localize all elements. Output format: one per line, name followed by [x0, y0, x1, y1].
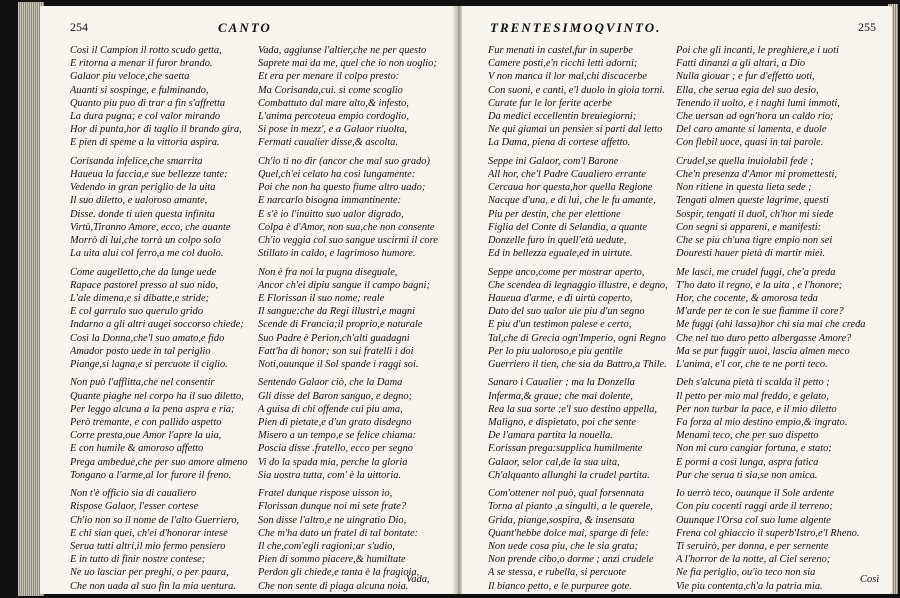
- verse-line: Non ritiene in questa lieta sede ;: [676, 182, 812, 194]
- stanza: [676, 44, 868, 150]
- verse-line: Curate fur le lor ferite acerbe: [488, 97, 612, 109]
- verse-line: Sospir, tengati il duol, ch'hor mi siede: [676, 208, 834, 220]
- verse-line: Che nel tuo duro petto albergasse Amore?: [676, 332, 852, 344]
- verse-line: Sentendo Galaor ciò, che la Dama: [258, 377, 403, 389]
- verse-line: Inferma,& graue; che mai dolente,: [488, 390, 633, 402]
- verse-line: T'ho dato il regno, e la uita , e l'honore;: [676, 279, 843, 291]
- verse-line: Menami teco, che per suo dispetto: [676, 430, 819, 442]
- verse-line: Auanti si sospinge, e fulminando,: [70, 84, 209, 96]
- verse-line: Florissan dunque noi mi sete frate?: [258, 501, 407, 513]
- verse-line: Il suo diletto, e ualoroso amante,: [70, 195, 208, 207]
- verse-line: Che scendea di legnaggio illustre, e degno,: [488, 279, 668, 291]
- verse-line: E in tutto di finir nostre contese;: [70, 554, 206, 566]
- verse-line: Poscia disse .fratello, ecco per segno: [258, 443, 413, 455]
- verse-line: E chi sian quei, ch'ei d'honorar intese: [70, 527, 228, 539]
- verse-line: Figlia del Conte di Selandia, a quante: [488, 221, 648, 233]
- verse-line: E pormi a cosi lunga, aspra fatica: [676, 456, 819, 468]
- verse-line: Saprete mai da me, quel che io non uoglio;: [258, 58, 437, 70]
- page-number-left: 254: [70, 20, 88, 34]
- verse-line: E con humile & amoroso affetto: [70, 443, 204, 455]
- verse-line: Gli disse del Baron sanguo, e degno;: [258, 390, 413, 402]
- verse-line: Hor, che cocente, & amorosa teda: [676, 293, 818, 305]
- verse-line: All hor, che'l Padre Caualiero errante: [488, 169, 646, 181]
- verse-line: Io uerrò teco, ouunque il Sole ardente: [676, 488, 835, 500]
- verse-line: Così il Campion il rotto scudo getta,: [70, 45, 222, 56]
- verse-line: Non t'è officio sia di caualiero: [70, 488, 197, 500]
- right-page: [462, 6, 892, 594]
- verse-line: La uita alui col ferro,a me col duolo.: [70, 248, 224, 260]
- verse-line: F.orissan prega:supplica humilmente: [488, 443, 643, 455]
- verse-line: Quante piaghe nel corpo ha il suo diletto,: [70, 390, 244, 402]
- verse-line: Non è fra noi la pugna diseguale,: [258, 266, 398, 278]
- stanza: [488, 487, 680, 593]
- verse-line: Fatti dinanzi a gli altari, a Dio: [676, 58, 806, 70]
- verse-line: Ti seruirò, per donna, e per sernente: [676, 541, 829, 553]
- verse-line: Non prende cibo,o dorme ; anzi crudele: [488, 554, 654, 566]
- stanza: [488, 266, 680, 372]
- verse-line: M'arde per te con le sue fiamme il core?: [676, 306, 844, 318]
- left-column-2: [258, 44, 450, 594]
- verse-line: Ne uo lasciar per preghi, o per paura,: [70, 567, 229, 579]
- stanza: [258, 155, 450, 261]
- verse-line: Combattuto dal mare alto,& infesto,: [258, 97, 409, 109]
- verse-line: Vada, aggiunse l'altier,che ne per questo: [258, 45, 427, 56]
- verse-line: Misero a un tempo,e se felice chiama:: [258, 430, 417, 442]
- verse-line: Crudel,se quella inuiolabil fede ;: [676, 155, 814, 167]
- verse-line: Con segni sì appareni, e manifesti:: [676, 221, 822, 233]
- verse-line: Ch'io ti no dir (ancor che mal suo grado): [258, 155, 430, 167]
- verse-line: Galaor, selor cal,de la sua uita,: [488, 456, 620, 468]
- verse-line: Colpa è d'Amor, non sua,che non consente: [258, 221, 435, 233]
- verse-line: Quant'hebbe dolce mai, sparge di fele:: [488, 527, 650, 539]
- verse-line: Cercaua hor questa,hor quella Regione: [488, 182, 653, 194]
- verse-line: Fa forza al mio destino empio,& ingrato.: [676, 417, 848, 429]
- verse-line: Me fuggi (ahi lassa)hor chi sia mai che creda: [676, 319, 866, 331]
- verse-line: Che'n presenza d'Amor mi promettesti,: [676, 169, 837, 181]
- verse-line: Fatt'ha di honor; son sui fratelli i doi: [258, 345, 414, 357]
- verse-line: Per lo piu ualoroso,e piu gentile: [488, 345, 623, 357]
- verse-line: E narcarlo bisogna immantinente:: [258, 195, 402, 207]
- verse-line: Nulla giouar ; e fur d'effetto uoti,: [676, 71, 815, 83]
- verse-line: Per leggo alcuna a la pena aspra e ria;: [70, 403, 235, 415]
- verse-line: Si pose in mezz', e a Galaor riuolta,: [258, 124, 408, 136]
- verse-line: Haueua la faccia,e sue bellezze tante:: [70, 169, 228, 181]
- verse-line: Tal,che di Grecia ogn'Imperio, ogni Regno: [488, 332, 666, 344]
- verse-line: Ne qui giamai un pensier si parti dal letto: [488, 124, 663, 136]
- verse-line: Ma se pur fuggir uuoi, lascia almen meco: [676, 345, 850, 357]
- verse-line: Del caro amante si lamenta, e duole: [676, 124, 827, 136]
- verse-line: Tengati almen queste lagrime, questi: [676, 195, 829, 207]
- stanza: [70, 487, 262, 593]
- verse-line: Frena col ghiaccio il superb'Istro,e'l Rheno.: [676, 527, 860, 539]
- verse-line: Che uersan ad ogn'hora un caldo rio;: [676, 111, 834, 123]
- left-page: [40, 6, 458, 594]
- verse-line: A se stessa, e rubella, si percuote: [488, 567, 626, 579]
- verse-line: E pien di speme a la vittoria aspira.: [70, 137, 220, 149]
- verse-line: Ch'io veggia col suo sangue uscirmi il core: [258, 235, 438, 247]
- verse-line: Prega ambedue,che per suo amore almeno: [70, 456, 248, 468]
- catchword-right: Così: [860, 574, 880, 585]
- stanza: [488, 44, 680, 150]
- verse-line: Che non sente di piaga alcuna noia.: [258, 580, 409, 592]
- verse-line: Corre presta,oue Amor l'apre la uia,: [70, 430, 222, 442]
- verse-line: Ella, che serua egia del suo desio,: [676, 84, 819, 96]
- verse-line: Il bianco petto, e le purpuree gote.: [488, 580, 632, 592]
- catchword-left: Vada,: [406, 574, 430, 585]
- verse-line: Morrò di lui,che torrà un colpo solo: [70, 235, 221, 247]
- verse-line: Ne fia periglio, ou'io teco non sia: [676, 567, 816, 579]
- verse-line: Però tremante, e con pallido aspetto: [70, 417, 222, 429]
- verse-line: Quel,ch'ei celato ha così lungamente:: [258, 169, 416, 181]
- verse-line: Per non turbar la pace, e il mio diletto: [676, 403, 837, 415]
- verse-line: Deh s'alcuna pietà ti scalda il petto ;: [676, 377, 830, 389]
- verse-line: Che m'ha dato un fratel di tal bontate:: [258, 527, 419, 539]
- verse-line: Con suoni, e canti, e'l duolo in gioia torni.: [488, 84, 665, 96]
- verse-line: Douresti hauer pietà di martir miei.: [676, 248, 826, 260]
- verse-line: E Florissan il suo nome; reale: [258, 293, 385, 305]
- verse-line: V non manca il lor mal,chi discacerbe: [488, 71, 647, 83]
- stanza: [676, 155, 868, 261]
- verse-line: Piu per destin, che per elettione: [488, 208, 621, 220]
- verse-line: Grida, piange,sospira, & insensata: [488, 514, 635, 526]
- verse-line: Il che,com'egli ragioni;ar s'udio,: [258, 541, 395, 553]
- verse-line: Torna al pianto ,a singulti, a le querele,: [488, 501, 653, 513]
- verse-line: Ch'io non so il nome de l'alto Guerriero,: [70, 514, 240, 526]
- verse-line: Disse. donde ti uien questa infinita: [70, 208, 215, 220]
- stanza: [70, 376, 262, 482]
- stanza: [676, 487, 868, 593]
- verse-line: E piu d'un testimon palese e certo,: [488, 319, 632, 331]
- verse-line: Noti,ouunque il Sol spande i raggi soi.: [258, 359, 419, 371]
- verse-line: A guisa di chi offende cui piu ama,: [258, 403, 403, 415]
- verse-line: Stillato in caldo, e lagrimoso humore.: [258, 248, 416, 260]
- verse-line: Seppe anco,come per mostrar aperto,: [488, 266, 645, 278]
- verse-line: Perdon gli chiede,e tanta è la fragioia,: [258, 567, 420, 579]
- running-head-right: TRENTESIMOQVINTO.: [490, 20, 662, 35]
- verse-line: Tongano a l'arme,al lor furore il freno.: [70, 469, 232, 481]
- verse-line: Maligno, e dispietato, poi che sente: [488, 417, 637, 429]
- stanza: [676, 266, 868, 372]
- verse-line: Non mi curo cangiar fortuna, e stato;: [676, 443, 832, 455]
- verse-line: Hor di punta,hor di taglio il brando gira,: [70, 124, 242, 136]
- verse-line: Haueua d'arme, e di uirtù coperto,: [488, 293, 633, 305]
- verse-line: Tenendo il uolto, e i naghi lumi immoti,: [676, 97, 840, 109]
- verse-line: E col garrulo suo querulo grido: [70, 306, 204, 318]
- verse-line: Serua tutti altri,il mio fermo pensiero: [70, 541, 226, 553]
- verse-line: Che se piu ch'una tigre empio non sei: [676, 235, 833, 247]
- stanza: [258, 44, 450, 150]
- verse-line: Ancor ch'ei dipiu sangue il campo bagni;: [258, 279, 430, 291]
- verse-line: Indarno a gli altri augei soccorso chiede;: [70, 319, 244, 331]
- verse-line: Corisanda infelice,che smarrita: [70, 155, 203, 167]
- verse-line: Fermati caualier disse,& ascolta.: [258, 137, 398, 149]
- right-column-1: [488, 44, 680, 594]
- verse-line: Con piu cocenti raggi arde il terreno;: [676, 501, 833, 513]
- verse-line: A l'horror de la notte, al Ciel sereno;: [676, 554, 831, 566]
- verse-line: Rapace pastorel presso al suo nido,: [70, 279, 219, 291]
- verse-line: Ed in bellezza eguale,ed in uirtute.: [488, 248, 633, 260]
- verse-line: Quanto piu puo di trar a fin s'affretta: [70, 97, 226, 109]
- page-number-right: 255: [858, 20, 876, 34]
- verse-line: Vie piu contenta,ch'a la patria mia.: [676, 580, 823, 592]
- verse-line: L'ale dimena,e si dibatte,e stride;: [70, 293, 210, 305]
- stanza: [70, 155, 262, 261]
- verse-line: Me lasci, me crudel fuggi, che'a preda: [676, 266, 836, 278]
- verse-line: Virtù,Tiranno Amore, ecco, che auante: [70, 221, 231, 233]
- left-column-1: [70, 44, 262, 594]
- verse-line: Non uede cosa piu, che le sia grata;: [488, 541, 639, 553]
- verse-line: Poi che non ha questo fiume altro uado;: [258, 182, 426, 194]
- verse-line: Così la Donna,che'l suo amato,e fido: [70, 332, 225, 344]
- verse-line: Il sangue;che da Regi illustri,e magni: [258, 306, 415, 318]
- verse-line: E s'è io l'inuitto suo ualor digrado,: [258, 208, 404, 220]
- verse-line: Seppe ini Galaor, com'l Barone: [488, 155, 619, 167]
- right-column-2: [676, 44, 868, 594]
- verse-line: Con flebil uoce, quasi in tai parole.: [676, 137, 824, 149]
- verse-line: Son disse l'altro,e ne uingratio Dio,: [258, 514, 407, 526]
- stanza: [70, 266, 262, 372]
- verse-line: Ma Corisanda,cui. sì come scoglio: [258, 84, 403, 96]
- verse-line: La Dama, piena di cortese affetto.: [488, 137, 631, 149]
- stanza: [488, 376, 680, 482]
- verse-line: Sia uostra tutta, com' è la uittoria.: [258, 469, 402, 481]
- verse-line: Rea la sua sorte ;e'l suo destino appella,: [488, 403, 658, 415]
- verse-line: Ch'alquanto allunghi la crudel partita.: [488, 469, 650, 481]
- stanza: [488, 155, 680, 261]
- verse-line: Non può l'afflitta,che nel consentir: [70, 377, 215, 389]
- verse-line: Scende di Francia;il proprio,e naturale: [258, 319, 423, 331]
- verse-line: Vi do la spada mia, perche la gloria: [258, 456, 408, 468]
- verse-line: Dato del suo ualor uie piu d'un segno: [488, 306, 645, 318]
- verse-line: Vedendo in gran periglio de la uita: [70, 182, 216, 194]
- verse-line: L'anima, e'l cor, che te ne porti teco.: [676, 359, 828, 371]
- verse-line: De l'amara partita la nouella.: [488, 430, 613, 442]
- verse-line: Fur menati in castel,fur in superbe: [488, 45, 633, 56]
- verse-line: Poi che gli incanti, le preghiere,e i uoti: [676, 45, 839, 56]
- verse-line: Guerriero il tien, che sia da Battro,a Thile.: [488, 359, 667, 371]
- verse-line: Pien di sommo piacere,& humiltate: [258, 554, 406, 566]
- verse-line: Com'ottener nol può, qual forsennata: [488, 488, 645, 500]
- verse-line: Piange,si lagna,e si percuote il ciglio.: [70, 359, 228, 371]
- verse-line: Rispose Galaor, l'esser cortese: [70, 501, 199, 513]
- stanza: [676, 376, 868, 482]
- verse-line: Suo Padre è Perion,ch'alti guadagni: [258, 332, 410, 344]
- verse-line: Nacque d'una, e di lui, che le fu amante,: [488, 195, 656, 207]
- verse-line: Camere posti,e'n ricchi letti adorni;: [488, 58, 638, 70]
- running-head-left: CANTO: [218, 20, 272, 35]
- verse-line: Fratel dunque rispose uisson io,: [258, 488, 393, 500]
- stanza: [70, 44, 262, 150]
- verse-line: Pur che serua ti sia,se non amica.: [676, 469, 818, 481]
- verse-line: La dura pugna; e col valor mirando: [70, 111, 221, 123]
- verse-line: Et era per menare il colpo presto:: [258, 71, 400, 83]
- verse-line: Galaor piu veloce,che saetta: [70, 71, 190, 83]
- verse-line: Pien di pietate,e d'un grato disdegno: [258, 417, 412, 429]
- verse-line: Da medici eccellentin breuiegiorni;: [488, 111, 637, 123]
- verse-line: E ritorna a menar il furor brando.: [70, 58, 213, 70]
- verse-line: Donzelle furo in quell'età uedute,: [488, 235, 627, 247]
- verse-line: Ouunque l'Orsa col suo lume algente: [676, 514, 831, 526]
- verse-line: L'anima percoteua empio cordoglio,: [258, 111, 409, 123]
- verse-line: Amador posto uede in tal periglio: [70, 345, 211, 357]
- stanza: [258, 266, 450, 372]
- stanza: [258, 376, 450, 482]
- verse-line: Il petto per mio mal freddo, e gelato,: [676, 390, 829, 402]
- verse-line: Sanaro i Caualier ; ma la Donzella: [488, 377, 635, 389]
- verse-line: Come augelletto,che da lunge uede: [70, 266, 217, 278]
- verse-line: Che non uada al suo fin la mia uentura.: [70, 580, 236, 592]
